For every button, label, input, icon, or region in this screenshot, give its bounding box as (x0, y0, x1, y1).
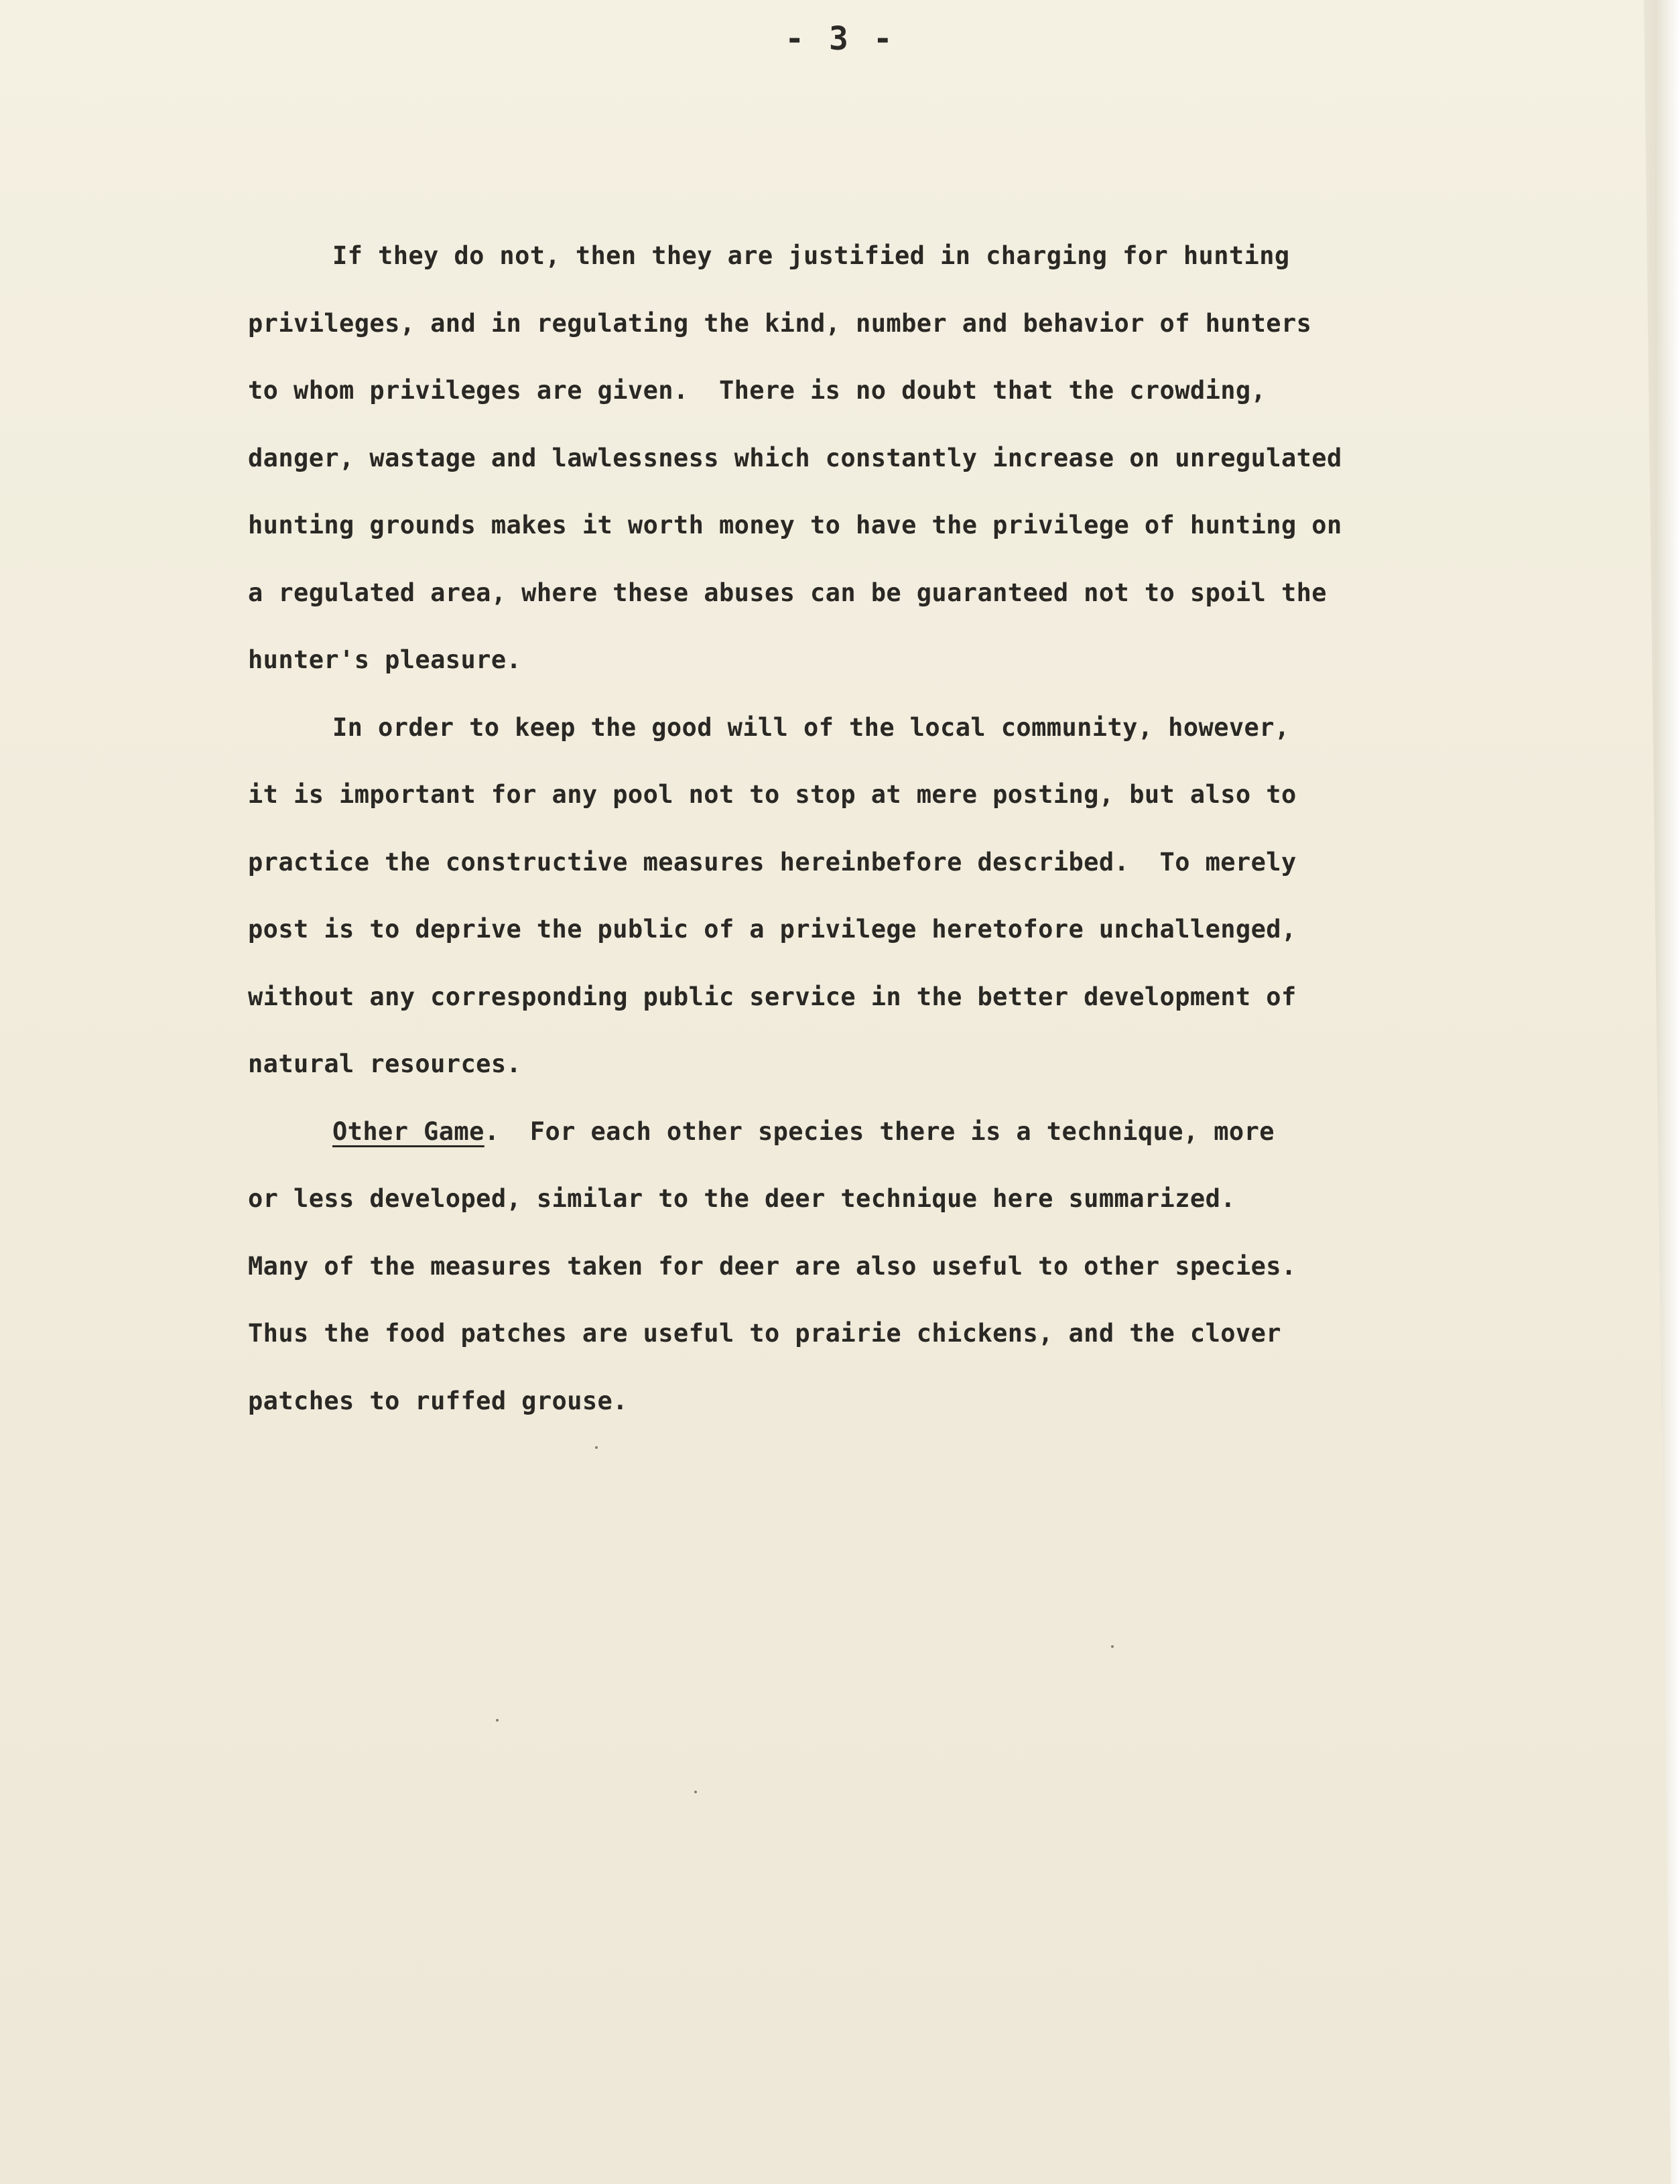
text-line: or less developed, similar to the deer technique here summarized. (248, 1184, 1236, 1213)
text-line: a regulated area, where these abuses can be guaranteed not to spoil the (248, 578, 1327, 607)
text-line: patches to ruffed grouse. (248, 1386, 628, 1415)
paper-edge (1620, 0, 1680, 2184)
text-line: natural resources. (248, 1049, 522, 1078)
text-line: In order to keep the good will of the local community, however, (332, 712, 1290, 742)
text-line: privileges, and in regulating the kind, number and behavior of hunters (248, 308, 1312, 338)
text-line: post is to deprive the public of a privilege heretofore unchallenged, (248, 915, 1297, 944)
paper-speck (1111, 1645, 1114, 1648)
page-number: - 3 - (785, 20, 895, 58)
text-line: to whom privileges are given. There is no doubt that the crowding, (248, 376, 1267, 405)
paper-speck (595, 1446, 598, 1449)
text-line: Many of the measures taken for deer are also useful to other species. (248, 1251, 1297, 1281)
paragraph-1 (248, 222, 1521, 694)
text-line: practice the constructive measures hereinbefore described. To merely (248, 847, 1297, 877)
text-line: Thus the food patches are useful to prairie chickens, and the clover (248, 1319, 1281, 1348)
section-heading: Other Game (332, 1116, 484, 1146)
text-line: without any corresponding public service in the better development of (248, 982, 1297, 1011)
text-line: If they do not, then they are justified in charging for hunting (332, 241, 1290, 270)
text-line (248, 1098, 1521, 1166)
text-line: danger, wastage and lawlessness which constantly increase on unregulated (248, 443, 1342, 472)
heading-punctuation: . (484, 1116, 500, 1146)
paper-speck (694, 1791, 697, 1793)
paragraph-2 (248, 694, 1521, 1098)
paper-speck (496, 1719, 499, 1722)
text-line: it is important for any pool not to stop at mere posting, but also to (248, 780, 1297, 809)
text-line: hunter's pleasure. (248, 645, 522, 674)
text-line-rest: For each other species there is a technique, more (499, 1116, 1275, 1146)
paragraph-3 (248, 1098, 1521, 1435)
body-text (248, 222, 1521, 1435)
text-line: hunting grounds makes it worth money to have the privilege of hunting on (248, 511, 1342, 539)
